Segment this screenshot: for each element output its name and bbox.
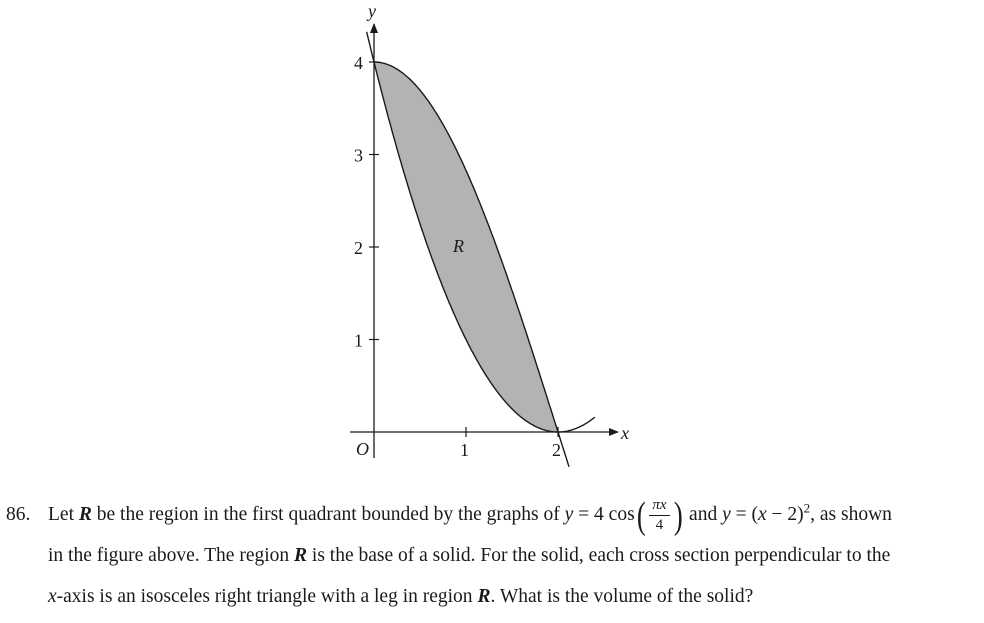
- x-tick-label: 1: [460, 440, 469, 460]
- pi-x-over-4-fraction: $\frac{\pi x}{4}$: [649, 498, 669, 533]
- y-tick-label: 4: [354, 53, 363, 73]
- region-label: R: [453, 236, 464, 256]
- y-axis-label: y: [368, 1, 376, 21]
- problem-line-1: 86. Let R be the region in the first quadrant bounded by the graphs of y = 4 cos( $\frac{\pi x}{4}$ ) and $y = (x - 2)^2$, as shown: [6, 494, 892, 537]
- y-tick-label: 2: [354, 238, 363, 258]
- shaded-region-r: [374, 62, 558, 432]
- problem-line-3: x-axis is an isosceles right triangle with a leg in region R. What is the volume of the solid?: [48, 586, 754, 607]
- problem-line-2: in the figure above. The region R is the base of a solid. For the solid, each cross section perpendicular to the: [48, 545, 891, 566]
- problem-number: 86.: [6, 504, 31, 525]
- problem-statement: [6, 494, 981, 617]
- origin-label: O: [356, 439, 369, 459]
- x-tick-label: 2: [552, 440, 561, 460]
- y-tick-label: 3: [354, 145, 363, 166]
- x-axis-label: x: [621, 423, 629, 443]
- y-ticks: [354, 53, 379, 351]
- y-tick-label: 1: [354, 330, 363, 351]
